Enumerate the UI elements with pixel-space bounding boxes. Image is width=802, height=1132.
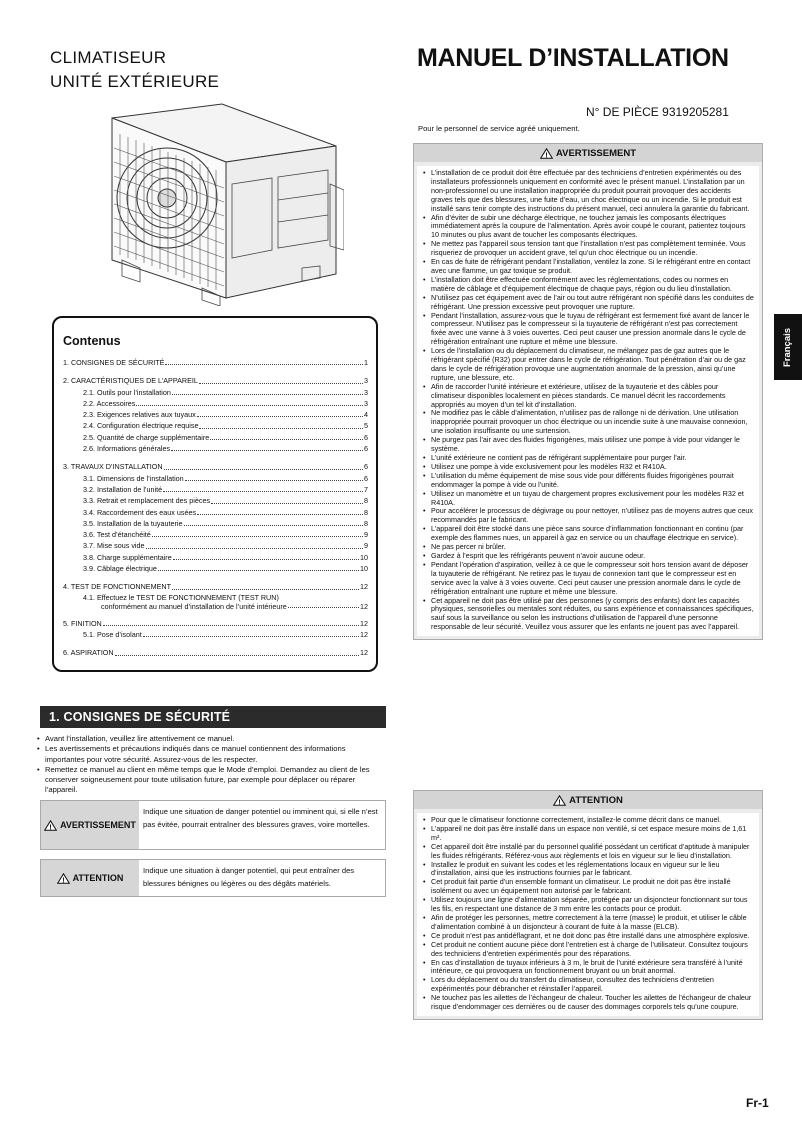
section-1-bullets [36,734,378,796]
toc-item-label: 5.1. Pose d’isolant [83,629,142,639]
toc-item[interactable] [63,602,368,611]
toc-item[interactable] [63,529,368,540]
list-item: • Utilisez un manomètre et un tuyau de chargement propres exclusivement pour les modèles R32 et R410A. [422,490,754,508]
caution-box-title: ATTENTION [569,794,623,806]
toc-item-label: 5. FINITION [63,618,102,628]
list-item: • Avant l’installation, veuillez lire attentivement ce manuel. [36,734,378,744]
caution-icon [57,873,70,884]
toc-item-page: 12 [360,618,368,628]
svg-text:!: ! [545,151,548,159]
definition-warning-label: AVERTISSEMENT [60,820,136,830]
toc-item-label: 3.4. Raccordement des eaux usées [83,507,197,517]
toc-item[interactable] [63,432,368,443]
definition-warning-text: Indique une situation de danger potentiel ou imminent qui, si elle n’est pas évitée, pourrait entraîner des blessures graves, voire mortelles. [139,801,385,849]
toc-item[interactable] [63,581,368,592]
definition-caution-label: ATTENTION [72,873,124,883]
toc-item-page: 12 [360,648,368,658]
list-item: • Ne modifiez pas le câble d’alimentation, n’utilisez pas de rallonge ni de dérivation. Une utilisation inappropriée pourrait provoquer un choc électrique ou un incendie suite à une mauvaise connexion, une isolation insuffisante ou une surtension. [422,409,754,436]
toc-item-page: 6 [364,462,368,472]
svg-text:!: ! [49,823,52,831]
caution-box [413,790,763,1020]
toc-item[interactable] [63,409,368,420]
list-item: • N’utilisez pas cet équipement avec de l’air ou tout autre réfrigérant non spécifié dans les conduites de réfrigérant. Une pression excessive peut provoquer une rupture. [422,294,754,312]
list-item: • L’appareil doit être stocké dans une pièce sans source d’inflammation fonctionnant en continu (par exemple des flammes nues, un appareil à gaz en service ou un chauffage électrique en service). [422,525,754,543]
toc-item[interactable] [63,629,368,640]
list-item: • Cet appareil doit être installé par du personnel qualifié possédant un certificat d’aptitude à manipuler les fluides réfrigérants. Référez-vous aux règlements et lois en vigueur sur le lieu d’installation. [422,843,754,861]
page-number: Fr-1 [746,1096,769,1110]
list-item: • Afin d’éviter de subir une décharge électrique, ne touchez jamais les composants électriques immédiatement après la coupure de l’alimentation. Après avoir coupé le courant, patientez toujours 10 minutes ou plus avant de toucher les composants électriques. [422,214,754,241]
toc-item-label: conformément au manuel d’installation de l’unité intérieure [101,601,287,611]
toc-item-label: 3.5. Installation de la tuyauterie [83,518,183,528]
toc-item[interactable] [63,473,368,484]
list-item: • Afin de raccorder l’unité intérieure et extérieure, utilisez de la tuyauterie et des câbles pour climatiseur disponibles localement en pièces standards. Ce manuel décrit les raccordements appropriés au moyen d’un tel kit d’installation. [422,383,754,410]
toc-item-page: 5 [364,421,368,431]
toc-item[interactable] [63,357,368,368]
toc-item-label: 3.3. Retrait et remplacement des pièces [83,496,211,506]
toc-item-label: 4. TEST DE FONCTIONNEMENT [63,582,171,592]
toc-item-page: 10 [360,564,368,574]
warning-box-title: AVERTISSEMENT [555,147,637,159]
svg-text:!: ! [558,798,561,806]
toc-item-page: 10 [360,552,368,562]
toc-item-page: 8 [364,496,368,506]
toc-item[interactable] [63,461,368,472]
toc-item-label: 3. TRAVAUX D’INSTALLATION [63,462,163,472]
toc-item-label: 3.7. Mise sous vide [83,541,145,551]
header-line1: CLIMATISEUR [50,48,167,67]
toc-item[interactable] [63,647,368,658]
toc-item[interactable] [63,398,368,409]
toc-item-page: 8 [364,518,368,528]
warning-box-icon [540,148,553,159]
toc-item-label: 3.1. Dimensions de l’installation [83,473,184,483]
list-item: • Lors de l’installation ou du déplacement du climatiseur, ne mélangez pas de gaz autres que le réfrigérant spécifié (R32) pour entrer dans le cycle de réfrigération. Tout pénétration d’air ou de gaz dans le cycle de réfrigération provoque une augmentation anormale de la pression, ainsi qu’une rupture, une blessure, etc. [422,347,754,383]
toc-item-label: 2.6. Informations générales [83,444,171,454]
toc-item-label: 2.2. Accessoires [83,398,136,408]
definition-warning [40,800,386,850]
list-item: • Ne touchez pas les ailettes de l’échangeur de chaleur. Toucher les ailettes de l’échangeur de chaleur risque d’endommager ces dernières ou de causer des dommages corporels tels qu’une coupure. [422,994,754,1012]
list-item: • Ne mettez pas l’appareil sous tension tant que l’installation n’est pas complètement terminée. Vous risqueriez de provoquer un accident grave, tel qu’un choc électrique ou un incendie. [422,240,754,258]
toc-item[interactable] [63,552,368,563]
toc-item-page: 9 [364,541,368,551]
header-line2: UNITÉ EXTÉRIEURE [50,72,220,91]
toc-item[interactable] [63,420,368,431]
list-item: • L’utilisation du même équipement de mise sous vide pour différents fluides frigorigènes pourrait endommager la pompe à vide ou l’unité. [422,472,754,490]
document-title: MANUEL D’INSTALLATION [417,44,729,72]
toc-title: Contenus [63,334,121,348]
list-item: • Installez le produit en suivant les codes et les réglementations locaux en vigueur sur le lieu d’installation, ainsi que les instructions fournies par le fabricant. [422,861,754,879]
caution-box-icon [553,795,566,806]
list-item: • Utilisez toujours une ligne d’alimentation séparée, protégée par un disjoncteur fonctionnant sur tous les fils, en respectant une distance de 3 mm entre les contacts pour ce produit. [422,896,754,914]
list-item: • Utilisez une pompe à vide exclusivement pour les modèles R32 et R410A. [422,463,754,472]
svg-text:!: ! [61,876,65,884]
toc-item-label: 2.1. Outils pour l’installation [83,387,171,397]
toc-item-page: 3 [364,398,368,408]
warning-box [413,143,763,640]
toc-item-page: 7 [364,484,368,494]
section-1-header: 1. CONSIGNES DE SÉCURITÉ [40,706,386,728]
list-item: • Remettez ce manuel au client en même temps que le Mode d’emploi. Demandez au client de les conserver soigneusement pour toute utilisation future, par exemple pour déplacer ou réparer l’appareil. [36,765,378,796]
list-item: • Cet produit fait partie d’un ensemble formant un climatiseur. Le produit ne doit pas être installé isolément ou avec un équipement non autorisé par le fabricant. [422,878,754,896]
part-number: N° DE PIÈCE 9319205281 [586,105,729,119]
toc-item-page: 4 [364,410,368,420]
toc-item-page: 1 [364,358,368,367]
toc-item-label: 2.3. Exigences relatives aux tuyaux [83,410,196,420]
toc-item[interactable] [63,618,368,629]
toc-item-page: 12 [360,601,368,611]
list-item: • Gardez à l’esprit que les réfrigérants peuvent n’avoir aucune odeur. [422,552,754,561]
toc-item-page: 12 [360,582,368,592]
list-item: • Ne pas percer ni brûler. [422,543,754,552]
list-item: • En cas d’installation de tuyaux inférieurs à 3 m, le bruit de l’unité extérieure sera transféré à l’unité intérieure, ce qui provoquera un fonctionnement bruyant ou un bruit anormal. [422,959,754,977]
toc-item[interactable] [63,563,368,574]
toc-item-page: 6 [364,473,368,483]
list-item: • En cas de fuite de réfrigérant pendant l’installation, ventilez la zone. Si le réfrigérant entre en contact avec une flamme, un gaz toxique se produit. [422,258,754,276]
list-item: • Afin de protéger les personnes, mettre correctement à la terre (masse) le produit, et utiliser le câble d’alimentation combiné à un disjoncteur à courant de fuite à la masse (ELCB). [422,914,754,932]
toc-item-label: 3.8. Charge supplémentaire [83,552,172,562]
warning-icon [44,820,57,831]
list-item: • Cet appareil ne doit pas être utilisé par des personnes (y compris des enfants) dont les capacités physiques, sensorielles ou mentales sont réduites, ou sans expérience et connaissances spécifiques, sauf sous la surveillance ou selon les instructions d’utilisation de l’appareil d’une personne responsable de leur sécurité. Veuillez vous assurer que les enfants ne jouent pas avec l’appareil. [422,597,754,633]
toc-item[interactable] [63,593,368,602]
list-item: • Ne purgez pas l’air avec des fluides frigorigènes, mais utilisez une pompe à vide pour vidanger le système. [422,436,754,454]
toc-item-label: 2. CARACTÉRISTIQUES DE L’APPAREIL [63,376,198,386]
toc-item-page: 6 [364,432,368,442]
list-item: • Pendant l’installation, assurez-vous que le tuyau de réfrigérant est fermement fixé avant de lancer le compresseur. N’utilisez pas le compresseur si la tuyauterie de réfrigérant n’est pas correctement fixée avec une vanne à 3 voies ouvertes. Ceci peut causer une pression anormale dans le cycle de réfrigération entraînant une rupture et même une blessure. [422,312,754,348]
toc-item-label: 6. ASPIRATION [63,648,114,658]
toc-item[interactable] [63,540,368,551]
toc-item-page: 9 [364,530,368,540]
definition-caution [40,859,386,897]
language-tab[interactable] [774,314,802,380]
list-item: • Pendant l’opération d’aspiration, veillez à ce que le compresseur soit hors tension avant de déposer la tuyauterie de réfrigérant. Ne retirez pas le tuyau de connexion tant que le compresseur est en service avec la valve à 3 voies ouverte. Ceci peut causer une pression anormale dans le cycle de réfrigération entraînant une rupture et même une blessure. [422,561,754,597]
toc-item-label: 3.6. Test d’étanchéité [83,530,151,540]
caution-bullets [422,816,754,1012]
list-item: • Cet produit ne contient aucune pièce dont l’entretien est à charge de l’utilisateur. Consultez toujours des techniciens d’entretien expérimentés pour des réparations. [422,941,754,959]
toc-item-page: 6 [364,444,368,454]
list-item: • L’appareil ne doit pas être installé dans un espace non ventilé, si cet espace mesure moins de 1,61 m². [422,825,754,843]
toc-item[interactable] [63,387,368,398]
list-item: • L’unité extérieure ne contient pas de réfrigérant supplémentaire pour purger l’air. [422,454,754,463]
list-item: • Ce produit n’est pas antidéflagrant, et ne doit donc pas être installé dans une atmosphère explosive. [422,932,754,941]
list-item: • Les avertissements et précautions indiqués dans ce manuel contiennent des informations importantes pour votre sécurité. Assurez-vous de les respecter. [36,744,378,765]
toc-item[interactable] [63,507,368,518]
toc-item-page: 3 [364,376,368,386]
toc-item-page: 12 [360,629,368,639]
toc-item[interactable] [63,375,368,386]
toc-item[interactable] [63,495,368,506]
list-item: • Lors du déplacement ou du transfert du climatiseur, consultez des techniciens d’entretien expérimentés pour débrancher et réinstaller l’appareil. [422,976,754,994]
toc-item-label: 3.9. Câblage électrique [83,564,157,574]
list-item: • L’installation de ce produit doit être effectuée par des techniciens d’entretien expérimentés ou des installateurs professionnels uniquement en conformité avec le présent manuel. L’installation par un non-professionnel ou une installation inappropriée du produit pourrait provoquer des accidents graves tels que des blessures, une fuite d’eau, un choc électrique ou un incendie. Si le produit est installé sans tenir compte des instructions du présent manuel, ceci annulera la garantie du fabricant. [422,169,754,214]
toc-item-label: 3.2. Installation de l’unité [83,484,163,494]
toc-item[interactable] [63,518,368,529]
toc-item[interactable] [63,484,368,495]
outdoor-unit-illustration [92,100,344,306]
toc-item-label: 1. CONSIGNES DE SÉCURITÉ [63,358,165,367]
toc-item-label: 2.5. Quantité de charge supplémentaire [83,432,210,442]
list-item: • Pour que le climatiseur fonctionne correctement, installez-le comme décrit dans ce manuel. [422,816,754,825]
toc-item[interactable] [63,443,368,454]
toc-item-page: 3 [364,387,368,397]
toc-item-label: 2.4. Configuration électrique requise [83,421,199,431]
list-item: • L’installation doit être effectuée conformément avec les réglementations, codes ou normes en matière de câblage et d’équipement électrique de chaque pays, région ou du lieu d’installation. [422,276,754,294]
definition-caution-text: Indique une situation à danger potentiel, qui peut entraîner des blessures bénignes ou légères ou des dégâts matériels. [139,860,385,896]
table-of-contents [52,316,378,672]
toc-item-label: 4.1. Effectuez le TEST DE FONCTIONNEMENT (TEST RUN) [83,592,279,602]
audience-note: Pour le personnel de service agréé uniquement. [418,124,580,133]
list-item: • Pour accélérer le processus de dégivrage ou pour nettoyer, n’utilisez pas de moyens autres que ceux recommandés par le fabricant. [422,507,754,525]
warning-bullets [422,169,754,632]
language-tab-label: Français [782,327,794,367]
toc-item-page: 8 [364,507,368,517]
